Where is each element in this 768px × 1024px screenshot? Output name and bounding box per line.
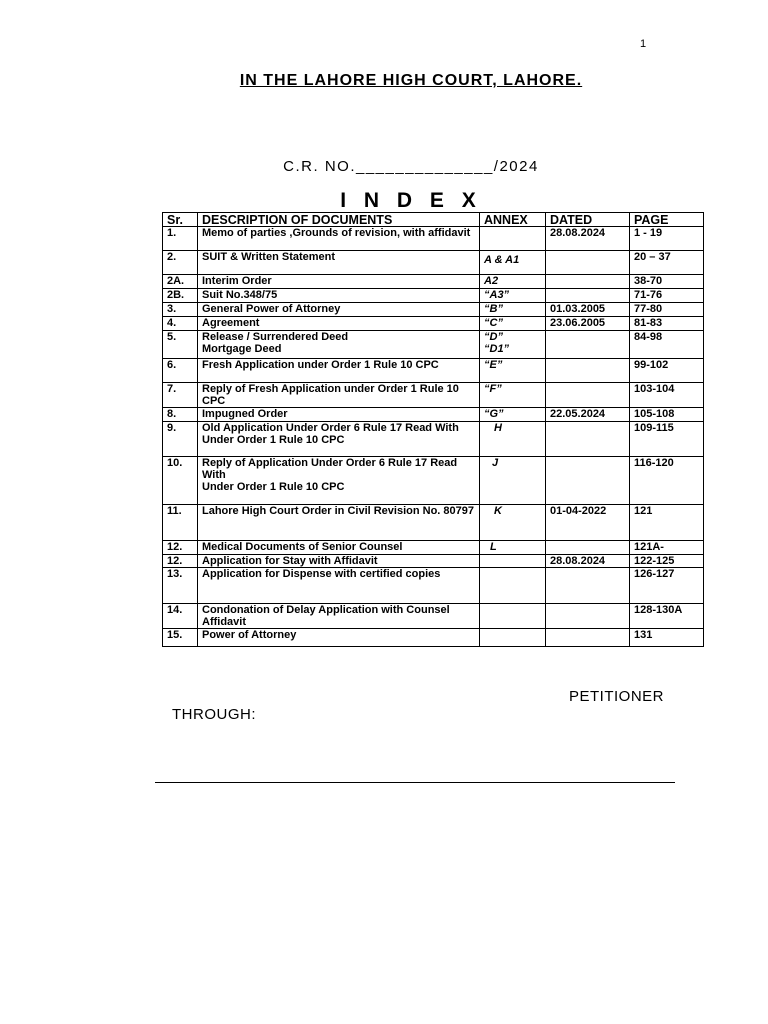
header-sr: Sr. bbox=[163, 213, 198, 227]
row-sr: 10. bbox=[163, 457, 198, 505]
row-page: 71-76 bbox=[630, 289, 704, 303]
table-row bbox=[163, 457, 704, 505]
row-sr: 8. bbox=[163, 408, 198, 422]
row-annex: K bbox=[480, 505, 546, 541]
table-row bbox=[163, 629, 704, 647]
row-description: SUIT & Written Statement bbox=[198, 251, 480, 275]
row-annex: “D” bbox=[484, 331, 503, 343]
row-description: Reply of Fresh Application under Order 1 Rule 10 CPC bbox=[198, 383, 480, 408]
row-sr: 1. bbox=[163, 227, 198, 251]
table-row bbox=[163, 422, 704, 457]
row-annex: H bbox=[480, 422, 546, 457]
case-number: C.R. NO.______________/2024 bbox=[283, 158, 539, 175]
table-row bbox=[163, 568, 704, 604]
row-dated bbox=[546, 275, 630, 289]
row-description: Interim Order bbox=[198, 275, 480, 289]
row-description: Impugned Order bbox=[198, 408, 480, 422]
table-row bbox=[163, 541, 704, 555]
row-page: 1 - 19 bbox=[630, 227, 704, 251]
table-row bbox=[163, 505, 704, 541]
petitioner-label: PETITIONER bbox=[569, 688, 665, 705]
row-dated bbox=[546, 541, 630, 555]
row-annex: “C” bbox=[480, 317, 546, 331]
row-description-cell bbox=[198, 422, 480, 457]
row-dated bbox=[546, 359, 630, 383]
row-sr: 2. bbox=[163, 251, 198, 275]
row-sr: 7. bbox=[163, 383, 198, 408]
row-annex bbox=[480, 568, 546, 604]
row-sr: 2B. bbox=[163, 289, 198, 303]
row-description-secondary: Under Order 1 Rule 10 CPC bbox=[202, 434, 345, 446]
row-description: Medical Documents of Senior Counsel bbox=[198, 541, 480, 555]
header-dated: DATED bbox=[546, 213, 630, 227]
row-description: General Power of Attorney bbox=[198, 303, 480, 317]
table-row bbox=[163, 555, 704, 568]
row-page: 103-104 bbox=[630, 383, 704, 408]
row-sr: 5. bbox=[163, 331, 198, 359]
row-annex bbox=[480, 227, 546, 251]
row-sr: 3. bbox=[163, 303, 198, 317]
row-sr: 11. bbox=[163, 505, 198, 541]
header-description: DESCRIPTION OF DOCUMENTS bbox=[198, 213, 480, 227]
row-page: 77-80 bbox=[630, 303, 704, 317]
row-page: 121 bbox=[630, 505, 704, 541]
row-sr: 12. bbox=[163, 541, 198, 555]
row-annex: “B” bbox=[480, 303, 546, 317]
row-description: Application for Stay with Affidavit bbox=[198, 555, 480, 568]
row-annex: “F” bbox=[480, 383, 546, 408]
table-row bbox=[163, 303, 704, 317]
row-sr: 2A. bbox=[163, 275, 198, 289]
row-description: Lahore High Court Order in Civil Revision No. 80797 bbox=[198, 505, 480, 541]
row-sr: 9. bbox=[163, 422, 198, 457]
row-dated: 01.03.2005 bbox=[546, 303, 630, 317]
row-page: 116-120 bbox=[630, 457, 704, 505]
row-description-cell bbox=[198, 457, 480, 505]
row-description: Agreement bbox=[198, 317, 480, 331]
row-sr: 15. bbox=[163, 629, 198, 647]
row-description: Condonation of Delay Application with Counsel Affidavit bbox=[198, 604, 480, 629]
row-annex-secondary: “D1” bbox=[484, 343, 510, 355]
row-dated: 28.08.2024 bbox=[546, 227, 630, 251]
row-annex bbox=[480, 604, 546, 629]
row-page: 126-127 bbox=[630, 568, 704, 604]
row-description: Memo of parties ,Grounds of revision, with affidavit bbox=[198, 227, 480, 251]
row-dated bbox=[546, 383, 630, 408]
row-page: 38-70 bbox=[630, 275, 704, 289]
row-dated bbox=[546, 331, 630, 359]
row-annex bbox=[480, 629, 546, 647]
row-page: 131 bbox=[630, 629, 704, 647]
row-sr: 14. bbox=[163, 604, 198, 629]
court-title: IN THE LAHORE HIGH COURT, LAHORE. bbox=[239, 72, 583, 89]
row-description-secondary: Under Order 1 Rule 10 CPC bbox=[202, 481, 345, 493]
row-dated bbox=[546, 289, 630, 303]
row-description: Old Application Under Order 6 Rule 17 Read With bbox=[202, 422, 459, 434]
row-dated: 22.05.2024 bbox=[546, 408, 630, 422]
table-row bbox=[163, 275, 704, 289]
row-description: Application for Dispense with certified copies bbox=[198, 568, 480, 604]
row-sr: 6. bbox=[163, 359, 198, 383]
row-sr: 4. bbox=[163, 317, 198, 331]
row-description: Reply of Application Under Order 6 Rule 17 Read With bbox=[202, 457, 458, 481]
row-annex bbox=[480, 555, 546, 568]
row-dated bbox=[546, 457, 630, 505]
index-title: I N D E X bbox=[340, 189, 482, 212]
table-header-row bbox=[163, 213, 704, 227]
table-row bbox=[163, 359, 704, 383]
row-annex: J bbox=[480, 457, 546, 505]
table-row bbox=[163, 251, 704, 275]
row-annex: A2 bbox=[480, 275, 546, 289]
row-page: 84-98 bbox=[630, 331, 704, 359]
row-dated bbox=[546, 568, 630, 604]
header-page: PAGE bbox=[630, 213, 704, 227]
row-description: Release / Surrendered Deed bbox=[202, 331, 349, 343]
row-dated: 23.06.2005 bbox=[546, 317, 630, 331]
signature-line bbox=[155, 782, 675, 783]
row-dated bbox=[546, 604, 630, 629]
row-page: 109-115 bbox=[630, 422, 704, 457]
table-row bbox=[163, 408, 704, 422]
table-row bbox=[163, 383, 704, 408]
row-page: 81-83 bbox=[630, 317, 704, 331]
table-row bbox=[163, 289, 704, 303]
row-page: 121A- bbox=[630, 541, 704, 555]
row-page: 122-125 bbox=[630, 555, 704, 568]
row-description: Fresh Application under Order 1 Rule 10 CPC bbox=[198, 359, 480, 383]
row-annex: L bbox=[480, 541, 546, 555]
row-dated bbox=[546, 629, 630, 647]
row-annex-cell bbox=[480, 331, 546, 359]
table-row bbox=[163, 331, 704, 359]
row-page: 128-130A bbox=[630, 604, 704, 629]
row-annex: “G” bbox=[480, 408, 546, 422]
row-description: Power of Attorney bbox=[198, 629, 480, 647]
row-annex: “E” bbox=[480, 359, 546, 383]
table-row bbox=[163, 227, 704, 251]
row-description: Suit No.348/75 bbox=[198, 289, 480, 303]
row-page: 105-108 bbox=[630, 408, 704, 422]
row-description-secondary: Mortgage Deed bbox=[202, 343, 282, 355]
row-description-cell bbox=[198, 331, 480, 359]
row-dated: 28.08.2024 bbox=[546, 555, 630, 568]
row-sr: 13. bbox=[163, 568, 198, 604]
table-row bbox=[163, 604, 704, 629]
table-row bbox=[163, 317, 704, 331]
row-dated: 01-04-2022 bbox=[546, 505, 630, 541]
row-annex: “A3” bbox=[480, 289, 546, 303]
row-annex: A & A1 bbox=[480, 251, 546, 275]
row-sr: 12. bbox=[163, 555, 198, 568]
row-dated bbox=[546, 422, 630, 457]
row-page: 20 – 37 bbox=[630, 251, 704, 275]
row-dated bbox=[546, 251, 630, 275]
through-label: THROUGH: bbox=[172, 706, 256, 723]
page-number: 1 bbox=[640, 38, 647, 50]
index-table bbox=[162, 212, 704, 647]
header-annex: ANNEX bbox=[480, 213, 546, 227]
row-page: 99-102 bbox=[630, 359, 704, 383]
